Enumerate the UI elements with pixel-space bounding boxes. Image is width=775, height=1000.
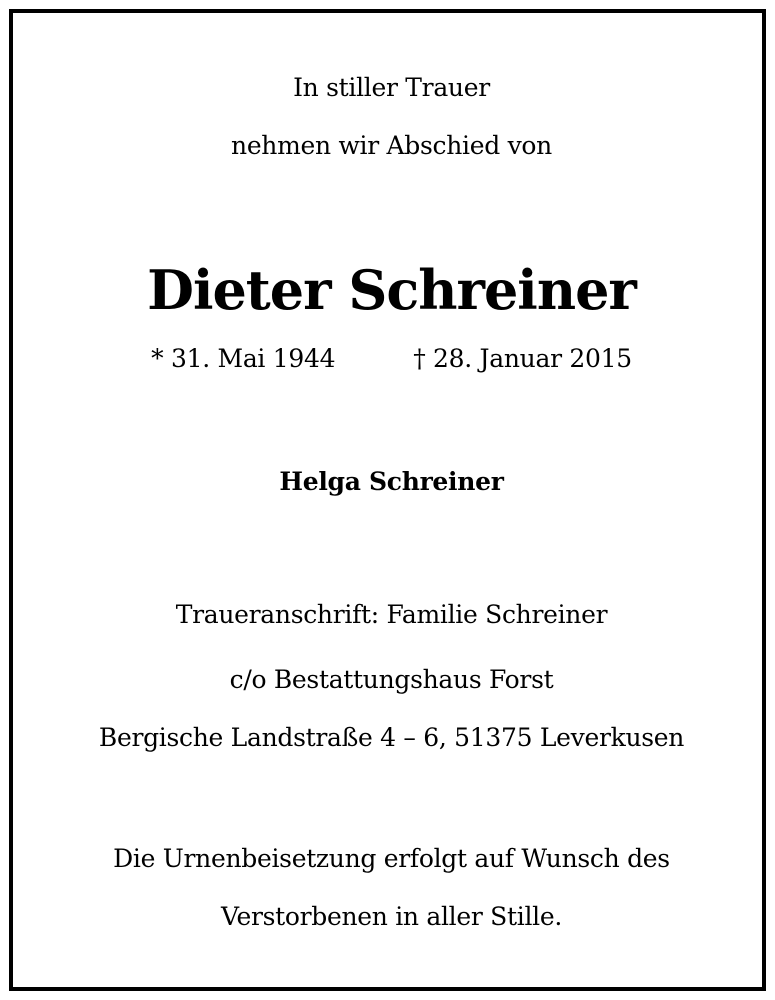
death-date: † 28. Januar 2015 — [413, 344, 632, 373]
address-line-2: c/o Bestattungshaus Forst — [229, 665, 554, 694]
intro-line-2: nehmen wir Abschied von — [231, 131, 552, 160]
address-line-3: Bergische Landstraße 4 – 6, 51375 Leverkusen — [98, 723, 685, 752]
address-line-1: Traueranschrift: Familie Schreiner — [175, 600, 608, 629]
mourner-name: Helga Schreiner — [279, 467, 504, 496]
intro-line-1: In stiller Trauer — [293, 73, 490, 102]
closing-line-2: Verstorbenen in aller Stille. — [221, 902, 562, 931]
closing-line-1: Die Urnenbeisetzung erfolgt auf Wunsch des — [113, 844, 670, 873]
deceased-name: Dieter Schreiner — [147, 258, 636, 322]
life-dates — [13, 344, 770, 374]
birth-date: * 31. Mai 1944 — [151, 344, 336, 373]
obituary-notice — [9, 9, 766, 991]
